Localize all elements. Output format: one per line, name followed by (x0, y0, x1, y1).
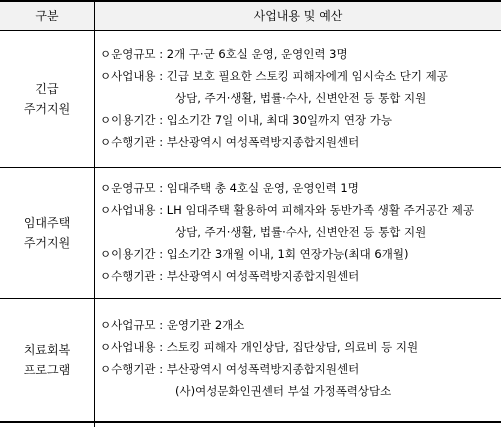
content-line: ㅇ사업내용 : LH 임대주택 활용하여 피해자와 동반가족 생활 주거공간 제공 (100, 203, 474, 217)
content-line: ㅇ이용기간 : 입소기간 3개월 이내, 1회 연장가능(최대 6개월) (100, 247, 409, 261)
content-line: ㅇ수행기관 : 부산광역시 여성폭력방지종합지원센터 (100, 135, 360, 149)
category-label-line: 프로그램 (23, 363, 71, 377)
content-line: ㅇ운영규모 : 임대주택 총 4호실 운영, 운영인력 1명 (100, 181, 359, 195)
content-line: ㅇ사업규모 : 운영기관 2개소 (100, 318, 245, 332)
content-line: ㅇ이용기간 : 입소기간 7일 이내, 최대 30일까지 연장 가능 (100, 113, 393, 127)
content-line: (사)여성문화인권센터 부설 가정폭력상담소 (175, 384, 392, 398)
table-header-row (0, 0, 501, 31)
table-row (0, 31, 501, 168)
table-row (0, 168, 501, 299)
content-line: 상담, 주거·생활, 법률·수사, 신변안전 등 통합 지원 (175, 91, 427, 105)
table-row (0, 299, 501, 423)
category-label-line: 주거지원 (23, 102, 71, 116)
column-divider (94, 0, 95, 427)
content-line: ㅇ수행기관 : 부산광역시 여성폭력방지종합지원센터 (100, 269, 360, 283)
content-cell (100, 177, 500, 287)
category-label-line: 주거지원 (23, 236, 71, 250)
header-content: 사업내용 및 예산 (253, 9, 343, 23)
category-cell (0, 168, 94, 298)
category-label-line: 치료회복 (23, 343, 71, 357)
content-line: 상담, 주거·생활, 법률·수사, 신변안전 등 통합 지원 (175, 225, 427, 239)
header-category: 구분 (35, 9, 59, 23)
content-line: ㅇ운영규모 : 2개 구·군 6호실 운영, 운영인력 3명 (100, 47, 348, 61)
category-label-line: 긴급 (35, 82, 59, 96)
content-line: ㅇ사업내용 : 긴급 보호 필요한 스토킹 피해자에게 임시숙소 단기 제공 (100, 69, 448, 83)
content-cell (100, 314, 500, 402)
category-cell (0, 299, 94, 421)
content-line: ㅇ수행기관 : 부산광역시 여성폭력방지종합지원센터 (100, 362, 360, 376)
content-line: ㅇ사업내용 : 스토킹 피해자 개인상담, 집단상담, 의료비 등 지원 (100, 340, 419, 354)
category-cell (0, 31, 94, 167)
content-cell (100, 43, 500, 153)
category-label-line: 임대주택 (23, 216, 71, 230)
